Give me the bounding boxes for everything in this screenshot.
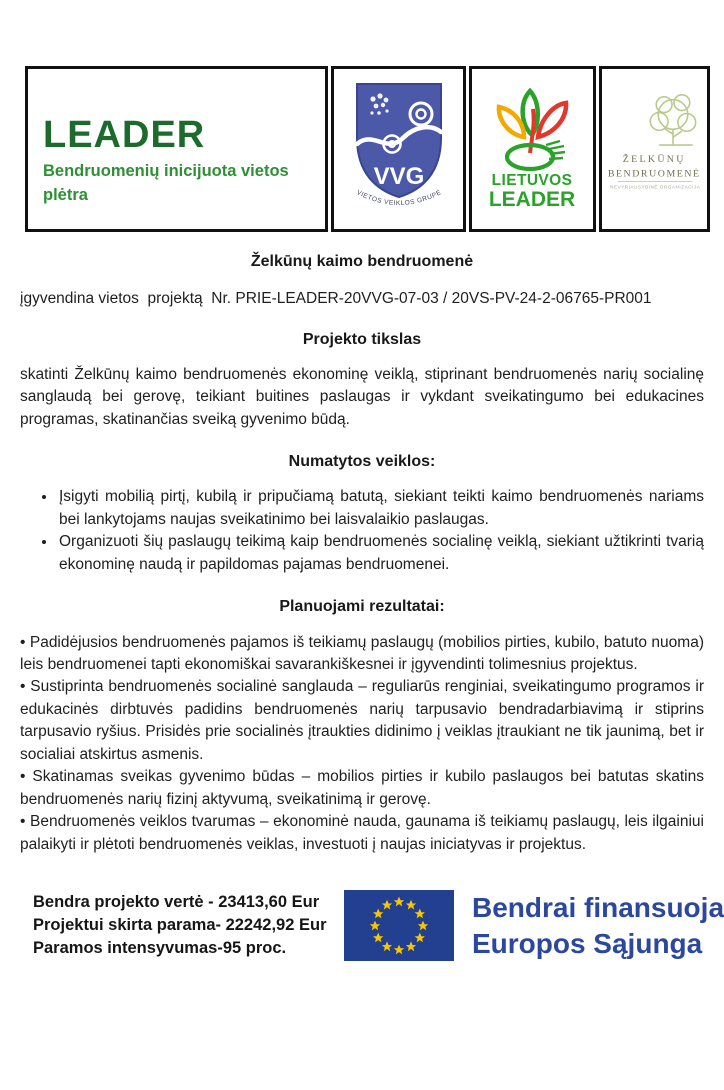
funding-line: Paramos intensyvumas-95 proc. — [33, 939, 287, 958]
leader-logo-title: LEADER — [43, 114, 206, 157]
activity-item: • Organizuoti šių paslaugų teikimą kaip bendruomenės socialinę veiklą, siekiant užtikrinti tvarią ekonominę naudą ir papildomas pajamas bendruomenei. — [57, 531, 704, 576]
lietuvos-leader-logo-box — [469, 66, 595, 232]
zelkunu-tree-icon — [602, 84, 707, 214]
vvg-logo-box — [331, 66, 466, 232]
vvg-curved-text: VIETOS VEIKLOS GRUPĖ — [354, 189, 443, 208]
leader-logo — [25, 66, 328, 232]
page-title: Želkūnų kaimo bendruomenė — [250, 253, 474, 270]
vvg-acronym: VVG — [373, 163, 424, 190]
funding-info — [33, 891, 338, 961]
goal-heading: Projekto tikslas — [302, 330, 422, 348]
activity-item: • Įsigyti mobilią pirtį, kubilą ir pripučiamą batutą, siekiant teikti kaimo bendruomenės nariams bei lankytojams naujas sveikatinimo bei laisvalaikio paslaugas. — [57, 486, 704, 531]
activities-list — [20, 486, 704, 576]
zelkunu-line1: ŽELKŪNŲ — [622, 153, 686, 165]
result-paragraph: • Skatinamas sveikas gyvenimo būdas – mobilios pirties ir kubilo paslaugos bei batutas skatins bendruomenės narių fizinį aktyvumą, sveikatinimą ir gerovę. — [20, 768, 704, 808]
document-body — [0, 250, 724, 856]
result-paragraph: • Sustiprinta bendruomenės socialinė sanglauda – reguliarūs renginiai, sveikatingumo programos ir edukacinės dirbtuvės padidins bendruomenės narių tarpusavio bendradarbiavimą ir stiprins tarpusavio ryšius. Prisidės prie socialinės įtraukties didinimo į veiklas įtraukiant ne tik jaunimą, bet ir socialiai atskirtus asmenis. — [20, 678, 704, 763]
zelkunu-logo-box — [599, 66, 710, 232]
lietuvos-leader-icon — [480, 79, 584, 219]
zelkunu-line2: BENDRUOMENĖ — [607, 168, 701, 180]
eu-label-line2: Europos Sąjunga — [471, 927, 703, 959]
project-number-line: įgyvendina vietos projektą Nr. PRIE-LEADER-20VVG-07-03 / 20VS-PV-24-2-06765-PR001 — [20, 290, 652, 308]
footer — [33, 890, 724, 961]
funding-line: Projektui skirta parama- 22242,92 Eur — [33, 916, 327, 935]
eu-cofunding-label — [472, 890, 724, 961]
leader-logo-subtitle: Bendruomenių inicijuota vietos plėtra — [43, 162, 289, 204]
eu-flag-icon — [344, 890, 454, 961]
result-paragraph: • Bendruomenės veiklos tvarumas – ekonominė nauda, gaunama iš teikiamų paslaugų, leis ilgainiui palaikyti ir plėtoti bendruomenės veiklas, investuoti į naujas iniciatyvas ir projektus. — [20, 813, 704, 853]
leader-label: LEADER — [489, 188, 576, 211]
goal-paragraph: skatinti Želkūnų kaimo bendruomenės ekonominę veiklą, stiprinant bendruomenės narių socialinę sanglaudą bei gerovę, teikiant buitines paslaugas ir vykdant sveikatingumo bei edukacines programas, skatinančias sveiką gyvenimo būdą. — [20, 365, 704, 428]
zelkunu-line3: NEVYRIAUSYBINĖ ORGANIZACIJA — [609, 184, 700, 190]
results-heading: Planuojami rezultatai: — [279, 598, 445, 616]
activities-heading: Numatytos veiklos: — [288, 453, 436, 471]
funding-line: Bendra projekto vertė - 23413,60 Eur — [33, 892, 320, 911]
logo-strip — [25, 66, 710, 232]
eu-label-line1: Bendrai finansuoja — [471, 892, 724, 924]
results-section — [20, 632, 704, 857]
result-paragraph: • Padidėjusios bendruomenės pajamos iš teikiamų paslaugų (mobilios pirties, kubilo, batuto nuoma) leis bendruomenei tapti ekonomiškai savarankiškesnei ir įgyvendinti tolimesnius projektus. — [20, 633, 704, 673]
lietuvos-label: LIETUVOS — [492, 172, 573, 189]
vvg-shield-icon — [343, 80, 455, 218]
